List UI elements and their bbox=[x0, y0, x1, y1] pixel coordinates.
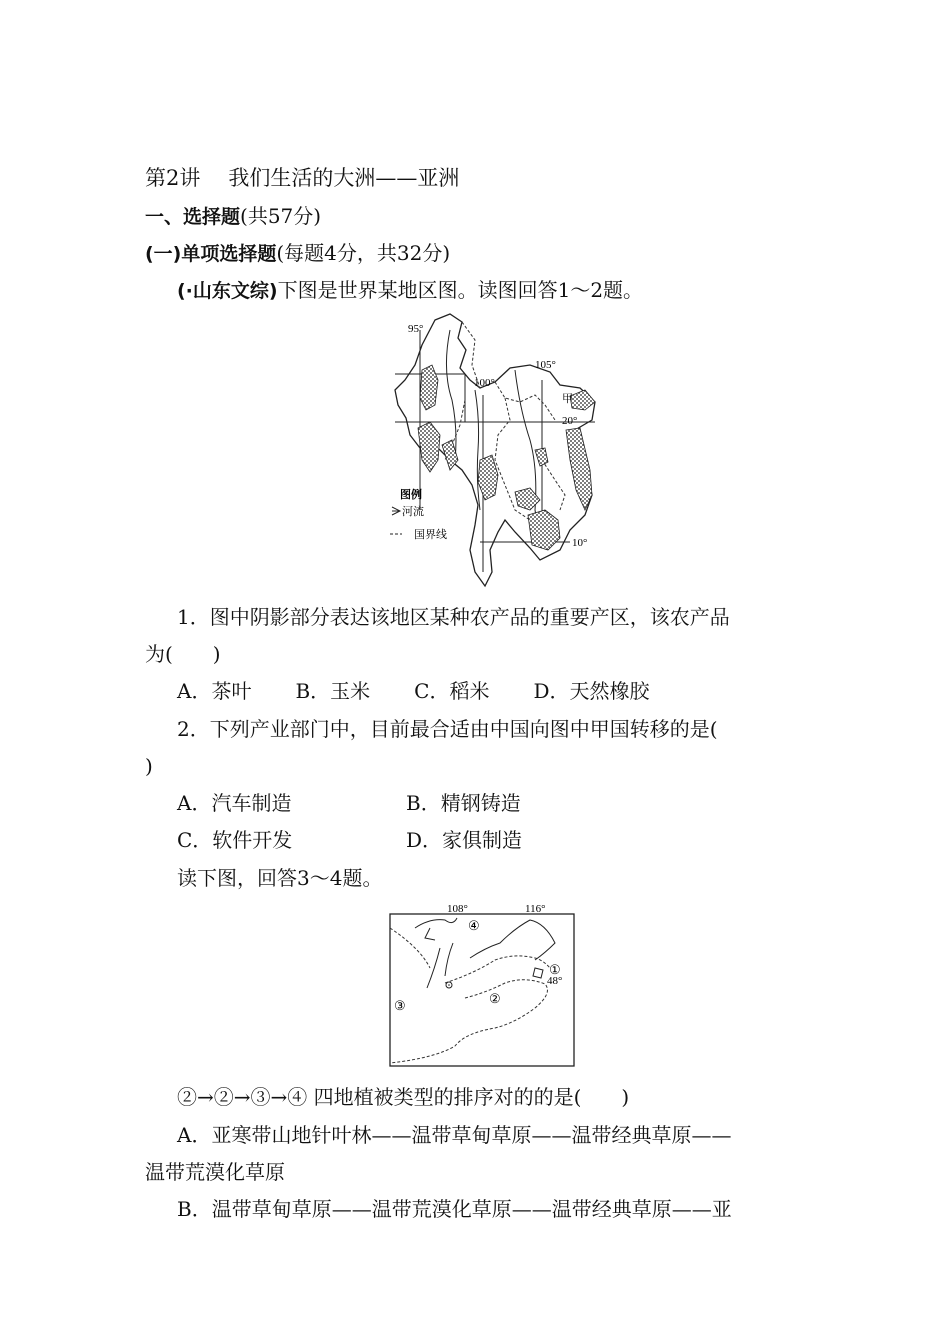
lon-95-label: 95° bbox=[408, 323, 424, 335]
question-3-stem: ②→②→③→④ 四地植被类型的排序对的的是( ) bbox=[177, 1085, 630, 1109]
map-legend bbox=[390, 487, 447, 541]
lat-10-label: 10° bbox=[572, 537, 588, 549]
q1-option-a: A．茶叶 bbox=[177, 679, 252, 703]
site-3-label: ③ bbox=[394, 998, 406, 1013]
lat-20-label: 20° bbox=[562, 415, 578, 427]
border-line bbox=[495, 382, 555, 420]
border-line bbox=[542, 460, 565, 510]
shaded-region bbox=[570, 390, 595, 410]
shaded-region bbox=[528, 510, 560, 550]
q2-option-b: B．精钢铸造 bbox=[406, 791, 521, 815]
lecture-title: 我们生活的大洲——亚洲 bbox=[228, 166, 460, 190]
site-2-label: ② bbox=[489, 991, 501, 1006]
section-heading: 一、选择题(共57分) bbox=[145, 204, 322, 228]
question-1-stem-cont: 为( ) bbox=[145, 642, 221, 666]
legend-river: 河流 bbox=[402, 506, 424, 518]
country-jia-label: 甲 bbox=[562, 393, 573, 405]
intro-1: (·山东文综)下图是世界某地区图。读图回答1～2题。 bbox=[177, 278, 644, 302]
question-2-stem-cont: ) bbox=[145, 754, 153, 778]
page-title bbox=[145, 165, 459, 191]
lon-108-label: 108° bbox=[447, 903, 468, 915]
southeast-asia-map bbox=[380, 310, 620, 592]
shaded-region bbox=[535, 448, 548, 466]
legend-border: 国界线 bbox=[414, 529, 447, 541]
city-marker-dot bbox=[448, 984, 450, 986]
map-frame bbox=[390, 914, 574, 1066]
site-1-label: ① bbox=[549, 962, 561, 977]
q2-option-a: A．汽车制造 bbox=[177, 791, 292, 815]
question-1-stem: 1．图中阴影部分表达该地区某种农产品的重要产区，该农产品 bbox=[177, 605, 730, 629]
lat-48-label: 48° bbox=[547, 975, 563, 987]
subsection-heading: (一)单项选择题(每题4分，共32分) bbox=[145, 241, 451, 265]
q2-option-d: D．家俱制造 bbox=[406, 828, 523, 852]
q1-option-c: C．稻米 bbox=[414, 679, 490, 703]
q2-option-c: C．软件开发 bbox=[177, 828, 293, 852]
region-map-2 bbox=[385, 898, 580, 1070]
q3-option-a-cont: 温带荒漠化草原 bbox=[145, 1160, 285, 1184]
q1-option-b: B．玉米 bbox=[295, 679, 371, 703]
shaded-region bbox=[418, 422, 440, 472]
lon-116-label: 116° bbox=[525, 903, 546, 915]
shaded-region bbox=[566, 428, 592, 510]
lecture-number: 第2讲 bbox=[145, 166, 201, 190]
q3-option-b: B．温带草甸草原——温带荒漠化草原——温带经典草原——亚 bbox=[177, 1197, 732, 1221]
lon-105-label: 105° bbox=[535, 359, 556, 371]
shaded-region bbox=[478, 455, 498, 500]
question-2-stem: 2．下列产业部门中，目前最合适由中国向图中甲国转移的是( bbox=[177, 717, 718, 741]
legend-title: 图例 bbox=[400, 489, 422, 501]
river bbox=[475, 390, 480, 510]
site-4-label: ④ bbox=[468, 918, 480, 933]
q3-option-a: A．亚寒带山地针叶林——温带草甸草原——温带经典草原—— bbox=[177, 1123, 732, 1147]
river-legend-icon bbox=[392, 507, 400, 515]
q1-option-d: D．天然橡胶 bbox=[533, 679, 650, 703]
question-1-options bbox=[177, 678, 650, 704]
intro-2: 读下图，回答3～4题。 bbox=[177, 866, 383, 890]
shaded-region bbox=[420, 365, 438, 410]
lon-100-label: 100° bbox=[474, 377, 495, 389]
